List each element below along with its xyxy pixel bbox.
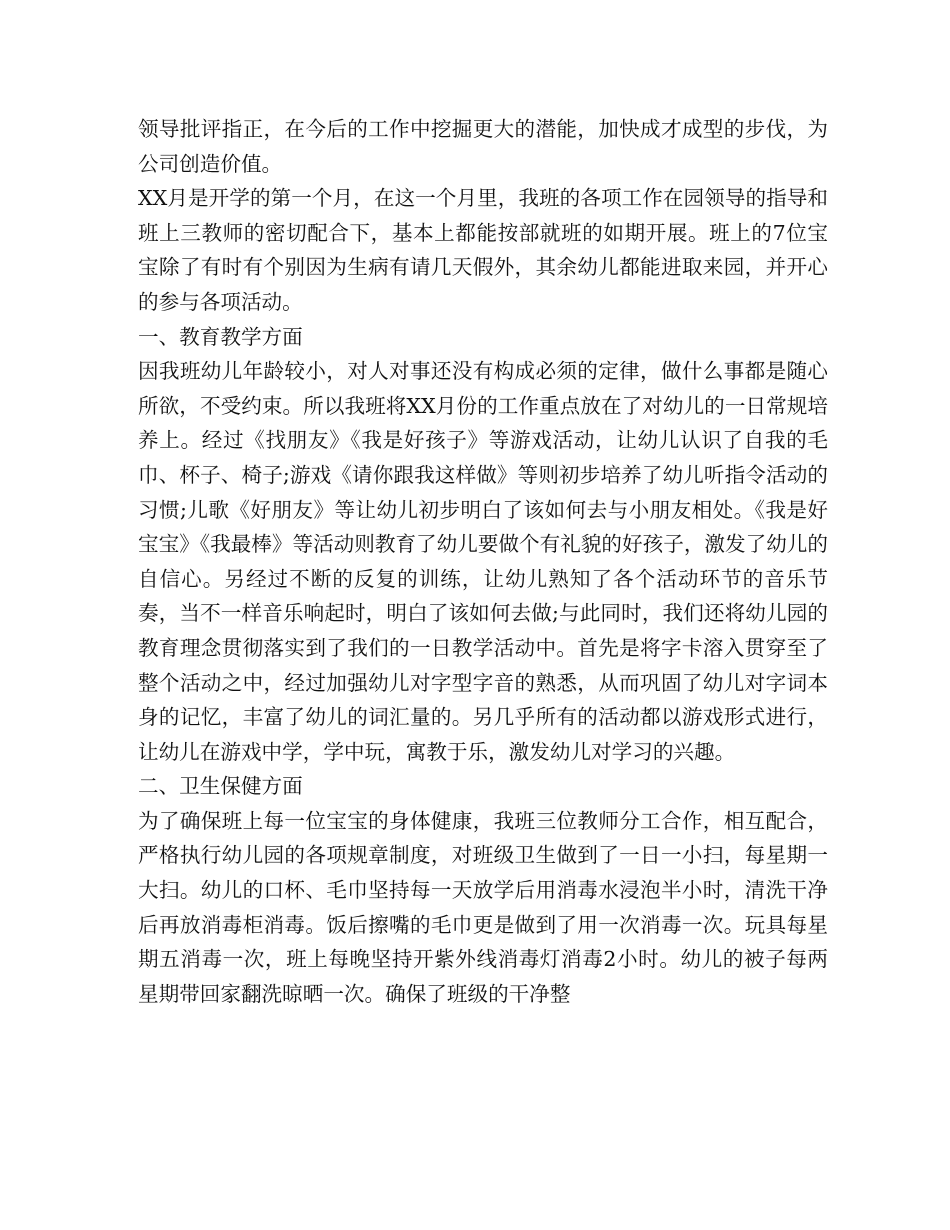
document-body xyxy=(138,112,828,1011)
section-heading-health: 二、卫生保健方面 xyxy=(138,774,303,799)
paragraph-health-care: 为了确保班上每一位宝宝的身体健康，我班三位教师分工合作，相互配合，严格执行幼儿园的各项规章制度，对班级卫生做到了一日一小扫，每星期一大扫。幼儿的口杯、毛巾坚持每一天放学后用消毒水浸泡半小时，清洗干净后再放消毒柜消毒。饭后擦嘴的毛巾更是做到了用一次消毒一次。玩具每星期五消毒一次，班上每晚坚持开紫外线消毒灯消毒2小时。幼儿的被子每两星期带回家翻洗晾晒一次。确保了班级的干净整 xyxy=(138,808,828,1006)
paragraph-education-teaching: 因我班幼儿年龄较小，对人对事还没有构成必须的定律，做什么事都是随心所欲，不受约束。所以我班将XX月份的工作重点放在了对幼儿的一日常规培养上。经过《找朋友》《我是好孩子》等游戏活动，让幼儿认识了自我的毛巾、杯子、椅子;游戏《请你跟我这样做》等则初步培养了幼儿听指令活动的习惯;儿歌《好朋友》等让幼儿初步明白了该如何去与小朋友相处。《我是好宝宝》《我最棒》等活动则教育了幼儿要做个有礼貌的好孩子，激发了幼儿的自信心。另经过不断的反复的训练，让幼儿熟知了各个活动环节的音乐节奏，当不一样音乐响起时，明白了该如何去做;与此同时，我们还将幼儿园的教育理念贯彻落实到了我们的一日教学活动中。首先是将字卡溶入贯穿至了整个活动之中，经过加强幼儿对字型字音的熟悉，从而巩固了幼儿对字词本身的记忆，丰富了幼儿的词汇量的。另几乎所有的活动都以游戏形式进行，让幼儿在游戏中学，学中玩，寓教于乐，激发幼儿对学习的兴趣。 xyxy=(138,359,828,764)
paragraph-month-summary: XX月是开学的第一个月，在这一个月里，我班的各项工作在园领导的指导和班上三教师的密切配合下，基本上都能按部就班的如期开展。班上的7位宝宝除了有时有个别因为生病有请几天假外，其余幼儿都能进取来园，并开心的参与各项活动。 xyxy=(138,186,828,314)
paragraph-closing-remarks: 领导批评指正，在今后的工作中挖掘更大的潜能，加快成才成型的步伐，为公司创造价值。 xyxy=(138,117,828,176)
section-heading-education: 一、教育教学方面 xyxy=(138,324,303,349)
